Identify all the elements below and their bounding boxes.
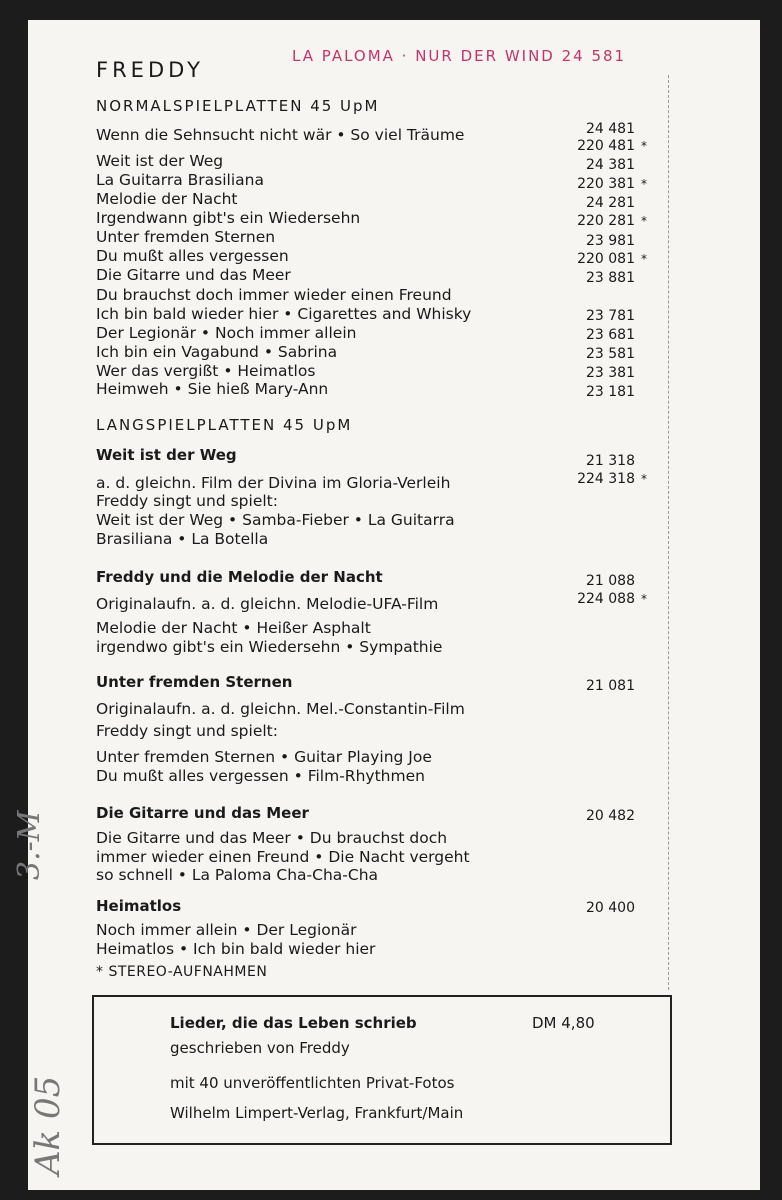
single-row: Wenn die Sehnsucht nicht wär • So viel Träume	[96, 126, 465, 144]
album-line: Originalaufn. a. d. gleichn. Melodie-UFA-Film	[96, 595, 439, 613]
stereo-star: *	[641, 139, 647, 153]
single-row: Die Gitarre und das Meer	[96, 266, 291, 284]
album-line: Die Gitarre und das Meer • Du brauchst doch	[96, 829, 448, 847]
catalog-number: 220 381	[577, 176, 635, 192]
singles-heading: NORMALSPIELPLATTEN 45 UpM	[96, 97, 380, 115]
single-row: Du brauchst doch immer wieder einen Freund	[96, 286, 452, 304]
album-line: Noch immer allein • Der Legionär	[96, 921, 357, 939]
catalog-number: 23 581	[586, 346, 635, 362]
single-row: Ich bin bald wieder hier • Cigarettes and Whisky	[96, 305, 472, 323]
handwritten-note-price: 3.-M	[12, 810, 47, 880]
catalog-number: 224 088	[577, 591, 635, 607]
stereo-star: *	[641, 252, 647, 266]
stereo-star: *	[641, 592, 647, 606]
catalog-number: 224 318	[577, 471, 635, 487]
catalog-number: 23 881	[586, 270, 635, 286]
album-line: Freddy singt und spielt:	[96, 722, 278, 740]
catalog-number: 21 318	[586, 453, 635, 469]
album-line: Du mußt alles vergessen • Film-Rhythmen	[96, 767, 425, 785]
album-line: Heimatlos • Ich bin bald wieder hier	[96, 940, 376, 958]
single-row: Unter fremden Sternen	[96, 228, 276, 246]
catalog-number: 21 088	[586, 573, 635, 589]
catalog-number: 20 400	[586, 900, 635, 916]
catalog-number: 21 081	[586, 678, 635, 694]
single-row: La Guitarra Brasiliana	[96, 171, 264, 189]
album-title: Unter fremden Sternen	[96, 673, 293, 691]
catalog-number: 220 481	[577, 138, 635, 154]
album-line: irgendwo gibt's ein Wiedersehn • Sympathie	[96, 638, 443, 656]
album-title: Die Gitarre und das Meer	[96, 804, 309, 822]
album-title: Weit ist der Weg	[96, 446, 237, 464]
catalog-number: 23 381	[586, 365, 635, 381]
stereo-note: * STEREO-AUFNAHMEN	[96, 964, 268, 980]
catalog-number: 24 381	[586, 157, 635, 173]
album-line: Melodie der Nacht • Heißer Asphalt	[96, 619, 371, 637]
single-row: Der Legionär • Noch immer allein	[96, 324, 357, 342]
book-price: DM 4,80	[532, 1014, 595, 1032]
album-title: Freddy und die Melodie der Nacht	[96, 568, 383, 586]
catalog-number: 23 981	[586, 233, 635, 249]
albums-heading: LANGSPIELPLATTEN 45 UpM	[96, 416, 353, 434]
catalog-number: 24 481	[586, 121, 635, 137]
catalog-number: 220 081	[577, 251, 635, 267]
book-photos: mit 40 unveröffentlichten Privat-Fotos	[170, 1074, 455, 1092]
single-row: Melodie der Nacht	[96, 190, 238, 208]
book-author: geschrieben von Freddy	[170, 1039, 350, 1057]
book-title: Lieder, die das Leben schrieb	[170, 1014, 417, 1032]
book-publisher: Wilhelm Limpert-Verlag, Frankfurt/Main	[170, 1104, 464, 1122]
handwritten-note-code: Ak 05	[28, 1075, 68, 1175]
catalog-number: 23 781	[586, 308, 635, 324]
album-line: so schnell • La Paloma Cha-Cha-Cha	[96, 866, 379, 884]
stereo-star: *	[641, 472, 647, 486]
catalog-number: 220 281	[577, 213, 635, 229]
single-row: Ich bin ein Vagabund • Sabrina	[96, 343, 338, 361]
album-line: Originalaufn. a. d. gleichn. Mel.-Constantin-Film	[96, 700, 465, 718]
top-right-release: LA PALOMA · NUR DER WIND 24 581	[292, 47, 627, 65]
catalog-number: 20 482	[586, 808, 635, 824]
single-row: Du mußt alles vergessen	[96, 247, 289, 265]
album-line: Weit ist der Weg • Samba-Fieber • La Guitarra	[96, 511, 455, 529]
single-row: Weit ist der Weg	[96, 152, 224, 170]
single-row: Irgendwann gibt's ein Wiedersehn	[96, 209, 361, 227]
catalog-number: 23 181	[586, 384, 635, 400]
album-title: Heimatlos	[96, 897, 182, 915]
album-line: Freddy singt und spielt:	[96, 492, 278, 510]
catalog-number: 23 681	[586, 327, 635, 343]
album-line: immer wieder einen Freund • Die Nacht vergeht	[96, 848, 470, 866]
column-divider	[668, 75, 669, 990]
artist-heading: FREDDY	[96, 58, 204, 82]
album-line: Unter fremden Sternen • Guitar Playing Joe	[96, 748, 432, 766]
catalog-number: 24 281	[586, 195, 635, 211]
single-row: Wer das vergißt • Heimatlos	[96, 362, 316, 380]
album-line: Brasiliana • La Botella	[96, 530, 269, 548]
stereo-star: *	[641, 214, 647, 228]
album-line: a. d. gleichn. Film der Divina im Gloria-Verleih	[96, 474, 451, 492]
stereo-star: *	[641, 177, 647, 191]
single-row: Heimweh • Sie hieß Mary-Ann	[96, 380, 329, 398]
